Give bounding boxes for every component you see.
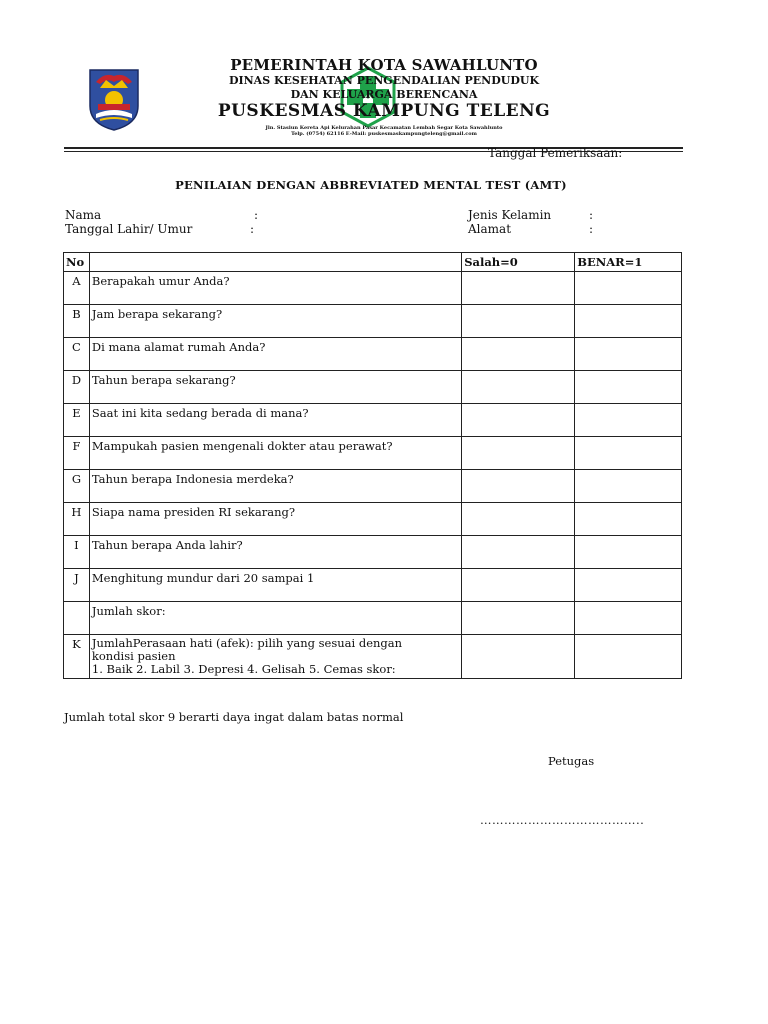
- k-line-2: kondisi pasien: [91, 649, 176, 663]
- kop-line-kb: DAN KELUARGA BERENCANA: [290, 88, 478, 101]
- salah-cell[interactable]: [462, 338, 575, 371]
- table-row: [64, 569, 682, 602]
- row-question: Tahun berapa Indonesia merdeka?: [89, 470, 461, 503]
- benar-cell[interactable]: [575, 470, 682, 503]
- row-no: C: [64, 338, 90, 371]
- footnote-score-info: Jumlah total skor 9 berarti daya ingat dalam batas normal: [64, 710, 404, 724]
- kop-contact: Telp. (0754) 62116 E-Mail: puskesmaskampungteleng@gmail.com: [291, 131, 477, 137]
- salah-cell[interactable]: [462, 404, 575, 437]
- row-question: Jam berapa sekarang?: [89, 305, 461, 338]
- row-question: Saat ini kita sedang berada di mana?: [89, 404, 461, 437]
- row-question: Berapakah umur Anda?: [89, 272, 461, 305]
- row-question: Menghitung mundur dari 20 sampai 1: [89, 569, 461, 602]
- salah-cell[interactable]: [462, 305, 575, 338]
- alamat-label: Alamat: [468, 222, 512, 236]
- kop-line-pemerintah: PEMERINTAH KOTA SAWAHLUNTO: [230, 56, 538, 74]
- kop-line-dinas: DINAS KESEHATAN PENGENDALIAN PENDUDUK: [228, 74, 540, 87]
- benar-cell[interactable]: [575, 305, 682, 338]
- table-row: [64, 602, 682, 635]
- table-row-k: [64, 635, 682, 679]
- benar-cell[interactable]: [575, 371, 682, 404]
- kop-address: Jln. Stasiun Kereta Api Kelurahan Pasar Kecamatan Lembah Segar Kota Sawahlunto: [265, 125, 503, 131]
- document-title: PENILAIAN DENGAN ABBREVIATED MENTAL TEST (AMT): [175, 178, 567, 192]
- row-no: [64, 602, 90, 635]
- row-no: E: [64, 404, 90, 437]
- salah-cell[interactable]: [462, 503, 575, 536]
- row-no: K: [64, 635, 90, 679]
- jenis-kelamin-colon: :: [589, 208, 594, 222]
- table-row: [64, 404, 682, 437]
- nama-label: Nama: [65, 208, 102, 222]
- table-header-row: [64, 253, 682, 272]
- salah-cell[interactable]: [462, 569, 575, 602]
- table-row: [64, 305, 682, 338]
- salah-cell[interactable]: [462, 602, 575, 635]
- row-question: Di mana alamat rumah Anda?: [89, 338, 461, 371]
- benar-cell[interactable]: [575, 569, 682, 602]
- petugas-label: Petugas: [548, 754, 595, 768]
- tanggal-pemeriksaan-label: Tanggal Pemeriksaan:: [488, 146, 623, 160]
- salah-cell[interactable]: [462, 437, 575, 470]
- row-no: I: [64, 536, 90, 569]
- row-question: Siapa nama presiden RI sekarang?: [89, 503, 461, 536]
- benar-cell[interactable]: [575, 338, 682, 371]
- row-no: D: [64, 371, 90, 404]
- row-question: Mampukah pasien mengenali dokter atau perawat?: [89, 437, 461, 470]
- salah-cell[interactable]: [462, 635, 575, 679]
- row-question: Tahun berapa sekarang?: [89, 371, 461, 404]
- benar-cell[interactable]: [575, 503, 682, 536]
- nama-colon: :: [254, 208, 259, 222]
- table-row: [64, 338, 682, 371]
- alamat-colon: :: [589, 222, 594, 236]
- benar-cell[interactable]: [575, 602, 682, 635]
- salah-cell[interactable]: [462, 470, 575, 503]
- salah-cell[interactable]: [462, 371, 575, 404]
- header-benar: BENAR=1: [575, 253, 682, 272]
- benar-cell[interactable]: [575, 437, 682, 470]
- table-row: [64, 536, 682, 569]
- tanggal-lahir-colon: :: [250, 222, 255, 236]
- benar-cell[interactable]: [575, 635, 682, 679]
- row-no: G: [64, 470, 90, 503]
- tanggal-lahir-label: Tanggal Lahir/ Umur: [65, 222, 193, 236]
- salah-cell[interactable]: [462, 536, 575, 569]
- row-no: F: [64, 437, 90, 470]
- row-no: A: [64, 272, 90, 305]
- table-row: [64, 437, 682, 470]
- header-question: [89, 253, 461, 272]
- k-line-1: JumlahPerasaan hati (afek): pilih yang sesuai dengan: [91, 636, 403, 650]
- table-row: [64, 503, 682, 536]
- header-salah: Salah=0: [462, 253, 575, 272]
- row-no: B: [64, 305, 90, 338]
- amt-table: [63, 252, 682, 679]
- header-no: No: [64, 253, 90, 272]
- row-question: Jumlah skor:: [89, 602, 461, 635]
- benar-cell[interactable]: [575, 272, 682, 305]
- benar-cell[interactable]: [575, 536, 682, 569]
- row-no: H: [64, 503, 90, 536]
- row-question: Tahun berapa Anda lahir?: [89, 536, 461, 569]
- salah-cell[interactable]: [462, 272, 575, 305]
- signature-line: …………………………………..: [480, 813, 645, 827]
- kop-line-puskesmas: PUSKESMAS KAMPUNG TELENG: [217, 101, 551, 121]
- table-row: [64, 371, 682, 404]
- jenis-kelamin-label: Jenis Kelamin: [468, 208, 552, 222]
- table-row: [64, 470, 682, 503]
- benar-cell[interactable]: [575, 404, 682, 437]
- table-row: [64, 272, 682, 305]
- row-question: [89, 635, 461, 679]
- k-line-3: 1. Baik 2. Labil 3. Depresi 4. Gelisah 5. Cemas skor:: [91, 662, 396, 676]
- row-no: J: [64, 569, 90, 602]
